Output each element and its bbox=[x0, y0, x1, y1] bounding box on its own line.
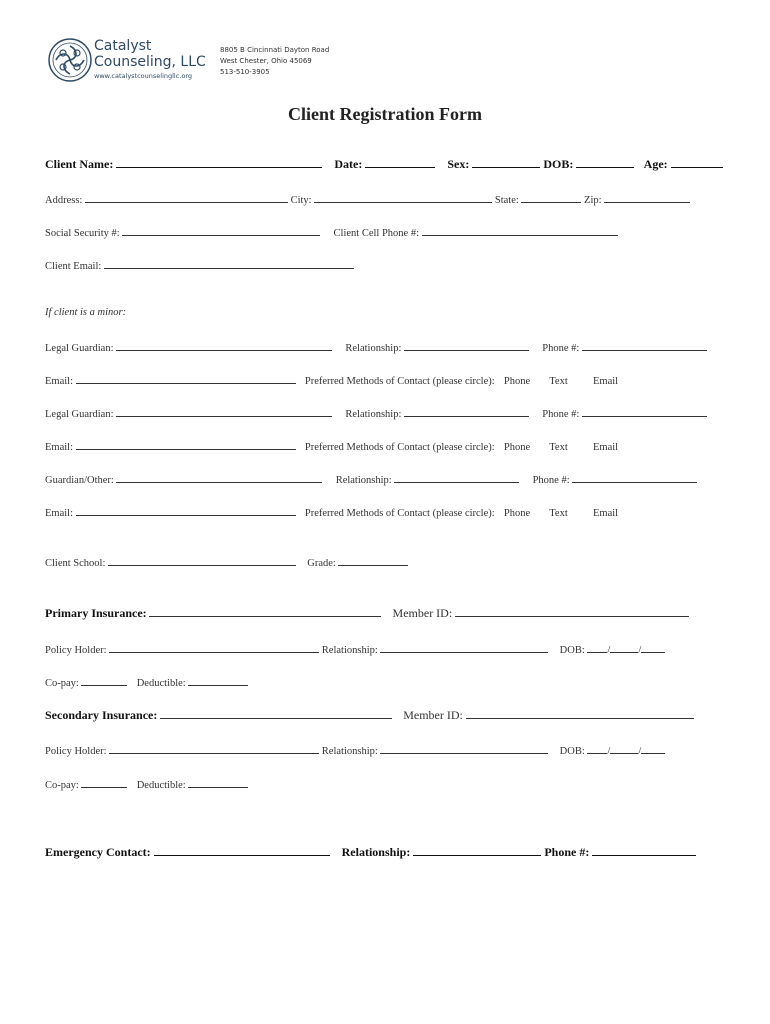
guardian-other-opt-phone[interactable]: Phone bbox=[503, 508, 531, 519]
guardian-other-phone-label: Phone #: bbox=[532, 475, 570, 486]
address-row bbox=[45, 192, 690, 206]
secondary-policy-relationship-field[interactable] bbox=[380, 743, 548, 754]
primary-policy-relationship-label: Relationship: bbox=[321, 645, 378, 656]
guardian2-label: Legal Guardian: bbox=[45, 409, 114, 420]
guardian2-email-field[interactable] bbox=[76, 439, 296, 450]
client-name-label: Client Name: bbox=[45, 157, 114, 171]
logo-icon bbox=[48, 38, 92, 82]
cell-field[interactable] bbox=[422, 225, 618, 236]
cell-label: Client Cell Phone #: bbox=[333, 228, 419, 239]
grade-label: Grade: bbox=[307, 558, 336, 569]
school-row bbox=[45, 555, 408, 569]
guardian-other-row bbox=[45, 472, 697, 486]
logo-line-2: Counseling, LLC bbox=[94, 54, 206, 70]
ssn-row bbox=[45, 225, 618, 239]
sex-label: Sex: bbox=[447, 157, 470, 171]
date-label: Date: bbox=[334, 157, 363, 171]
guardian-other-email-field[interactable] bbox=[76, 505, 296, 516]
address-label: Address: bbox=[45, 195, 83, 206]
dob-label: DOB: bbox=[543, 157, 574, 171]
primary-policy-field[interactable] bbox=[109, 642, 319, 653]
age-label: Age: bbox=[643, 157, 668, 171]
guardian2-email-label: Email: bbox=[45, 442, 73, 453]
secondary-policy-relationship-label: Relationship: bbox=[321, 746, 378, 757]
primary-member-id-field[interactable] bbox=[455, 606, 689, 617]
primary-copay-label: Co-pay: bbox=[45, 678, 79, 689]
guardian-other-relationship-field[interactable] bbox=[394, 472, 519, 483]
guardian2-field[interactable] bbox=[116, 406, 332, 417]
address-line-1: 8805 B Cincinnati Dayton Road bbox=[220, 46, 330, 54]
primary-insurance-row bbox=[45, 606, 689, 621]
guardian1-email-label: Email: bbox=[45, 376, 73, 387]
secondary-deductible-field[interactable] bbox=[188, 777, 248, 788]
guardian2-phone-field[interactable] bbox=[582, 406, 707, 417]
primary-insurance-label: Primary Insurance: bbox=[45, 606, 147, 620]
primary-member-id-label: Member ID: bbox=[392, 606, 453, 620]
dob-field[interactable] bbox=[576, 157, 634, 168]
guardian-other-field[interactable] bbox=[116, 472, 322, 483]
secondary-member-id-field[interactable] bbox=[466, 708, 694, 719]
page-title: Client Registration Form bbox=[288, 104, 482, 124]
primary-deductible-label: Deductible: bbox=[136, 678, 186, 689]
secondary-member-id-label: Member ID: bbox=[403, 708, 463, 722]
guardian1-opt-phone[interactable]: Phone bbox=[503, 376, 531, 387]
client-name-row bbox=[45, 157, 723, 172]
age-field[interactable] bbox=[671, 157, 723, 168]
guardian2-relationship-label: Relationship: bbox=[345, 409, 402, 420]
address-line-2: West Chester, Ohio 45069 bbox=[220, 57, 312, 65]
primary-dob-day[interactable] bbox=[610, 642, 638, 653]
address-field[interactable] bbox=[85, 192, 288, 203]
school-label: Client School: bbox=[45, 558, 106, 569]
secondary-policy-field[interactable] bbox=[109, 743, 319, 754]
client-email-row bbox=[45, 258, 354, 272]
secondary-policy-dob-label: DOB: bbox=[559, 746, 585, 757]
guardian1-relationship-field[interactable] bbox=[404, 340, 529, 351]
primary-copay-field[interactable] bbox=[81, 675, 127, 686]
city-label: City: bbox=[290, 195, 312, 206]
logo-line-1: Catalyst bbox=[94, 38, 152, 54]
guardian1-pref-label: Preferred Methods of Contact (please circle): bbox=[304, 376, 495, 387]
guardian1-row bbox=[45, 340, 707, 354]
guardian1-field[interactable] bbox=[116, 340, 332, 351]
guardian-other-pref-label: Preferred Methods of Contact (please circle): bbox=[304, 508, 495, 519]
guardian2-phone-label: Phone #: bbox=[542, 409, 580, 420]
secondary-policy-label: Policy Holder: bbox=[45, 746, 107, 757]
emergency-field[interactable] bbox=[154, 845, 330, 856]
secondary-insurance-label: Secondary Insurance: bbox=[45, 708, 158, 722]
guardian1-relationship-label: Relationship: bbox=[345, 343, 402, 354]
guardian2-relationship-field[interactable] bbox=[404, 406, 529, 417]
primary-policy-dob-label: DOB: bbox=[559, 645, 585, 656]
guardian1-email-field[interactable] bbox=[76, 373, 296, 384]
secondary-dob-month[interactable] bbox=[587, 743, 607, 754]
secondary-dob-day[interactable] bbox=[610, 743, 638, 754]
guardian-other-opt-email[interactable]: Email bbox=[593, 508, 619, 519]
state-field[interactable] bbox=[521, 192, 581, 203]
guardian1-phone-label: Phone #: bbox=[542, 343, 580, 354]
guardian1-phone-field[interactable] bbox=[582, 340, 707, 351]
guardian2-email-row bbox=[45, 439, 618, 453]
city-field[interactable] bbox=[314, 192, 492, 203]
ssn-field[interactable] bbox=[122, 225, 320, 236]
guardian2-opt-phone[interactable]: Phone bbox=[503, 442, 531, 453]
grade-field[interactable] bbox=[338, 555, 408, 566]
school-field[interactable] bbox=[108, 555, 296, 566]
logo-name bbox=[94, 38, 206, 70]
state-label: State: bbox=[494, 195, 519, 206]
secondary-insurance-field[interactable] bbox=[160, 708, 392, 719]
primary-policy-row: Policy Holder: Relationship: DOB: / / bbox=[45, 642, 665, 656]
secondary-dob-year[interactable] bbox=[641, 743, 665, 754]
emergency-phone-label: Phone #: bbox=[544, 845, 590, 859]
guardian-other-email-label: Email: bbox=[45, 508, 73, 519]
primary-dob-month[interactable] bbox=[587, 642, 607, 653]
client-email-field[interactable] bbox=[104, 258, 354, 269]
emergency-relationship-label: Relationship: bbox=[341, 845, 411, 859]
primary-insurance-field[interactable] bbox=[149, 606, 381, 617]
secondary-copay-row bbox=[45, 777, 248, 791]
zip-field[interactable] bbox=[604, 192, 690, 203]
practice-address bbox=[220, 45, 329, 78]
client-email-label: Client Email: bbox=[45, 261, 102, 272]
guardian1-opt-email[interactable]: Email bbox=[593, 376, 619, 387]
client-name-field[interactable] bbox=[116, 157, 322, 168]
primary-dob-year[interactable] bbox=[641, 642, 665, 653]
primary-deductible-field[interactable] bbox=[188, 675, 248, 686]
secondary-deductible-label: Deductible: bbox=[136, 780, 186, 791]
guardian-other-email-row bbox=[45, 505, 618, 519]
primary-policy-relationship-field[interactable] bbox=[380, 642, 548, 653]
secondary-copay-label: Co-pay: bbox=[45, 780, 79, 791]
guardian2-opt-text[interactable]: Text bbox=[549, 442, 568, 453]
emergency-row bbox=[45, 845, 696, 860]
zip-label: Zip: bbox=[584, 195, 602, 206]
guardian2-pref-label: Preferred Methods of Contact (please circle): bbox=[304, 442, 495, 453]
primary-copay-row bbox=[45, 675, 248, 689]
guardian2-row bbox=[45, 406, 707, 420]
date-field[interactable] bbox=[365, 157, 435, 168]
primary-policy-label: Policy Holder: bbox=[45, 645, 107, 656]
guardian-other-opt-text[interactable]: Text bbox=[549, 508, 568, 519]
ssn-label: Social Security #: bbox=[45, 228, 120, 239]
guardian-other-label: Guardian/Other: bbox=[45, 475, 114, 486]
emergency-label: Emergency Contact: bbox=[45, 845, 151, 859]
emergency-phone-field[interactable] bbox=[592, 845, 696, 856]
guardian-other-phone-field[interactable] bbox=[572, 472, 697, 483]
guardian1-opt-text[interactable]: Text bbox=[549, 376, 568, 387]
emergency-relationship-field[interactable] bbox=[413, 845, 541, 856]
logo-url: www.catalystcounselingllc.org bbox=[94, 72, 193, 80]
secondary-policy-row: Policy Holder: Relationship: DOB: / / bbox=[45, 743, 665, 757]
secondary-insurance-row bbox=[45, 708, 694, 723]
sex-field[interactable] bbox=[472, 157, 540, 168]
guardian1-label: Legal Guardian: bbox=[45, 343, 114, 354]
secondary-copay-field[interactable] bbox=[81, 777, 127, 788]
guardian2-opt-email[interactable]: Email bbox=[593, 442, 619, 453]
guardian-other-relationship-label: Relationship: bbox=[335, 475, 392, 486]
guardian1-email-row bbox=[45, 373, 618, 387]
address-line-3: 513-510-3905 bbox=[220, 68, 270, 76]
minor-heading: If client is a minor: bbox=[45, 307, 127, 318]
